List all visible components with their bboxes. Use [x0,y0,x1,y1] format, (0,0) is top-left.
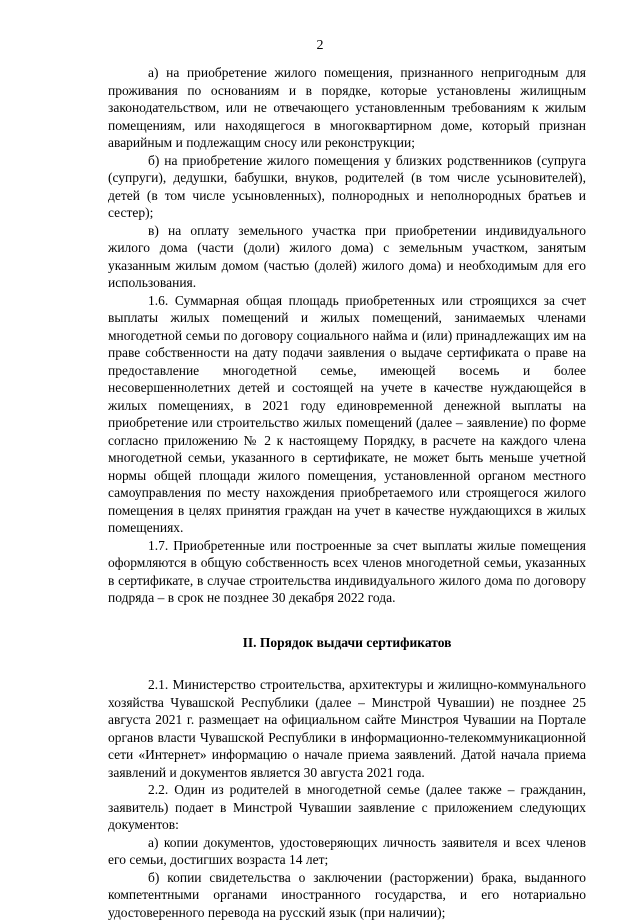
paragraph-v-land-plot: в) на оплату земельного участка при приобретении индивидуального жилого дома (части (доли) жилого дома) с земельным участком, занятым указанным жилым домом (частью (долей) жилого дома) и необходимым для его использования. [108,222,586,292]
paragraph-a-unfit-housing: а) на приобретение жилого помещения, признанного непригодным для проживания по основаниям и в порядке, которые установлены жилищным законодательством, или не отвечающего установленным требованиям к жилым помещениям, или находящегося в многоквартирном доме, который признан аварийным и подлежащим сносу или реконструкции; [108,64,586,152]
section-heading: II. Порядок выдачи сертификатов [108,634,586,652]
paragraph-2-2-a: а) копии документов, удостоверяющих личность заявителя и всех членов его семьи, достигших возраста 14 лет; [108,834,586,869]
paragraph-1-7: 1.7. Приобретенные или построенные за счет выплаты жилые помещения оформляются в общую собственность всех членов многодетной семьи, указанных в сертификате, в случае строительства индивидуального жилого дома по договору подряда – в срок не позднее 30 декабря 2022 года. [108,537,586,607]
paragraph-1-6: 1.6. Суммарная общая площадь приобретенных или строящихся за счет выплаты жилых помещений и жилых помещений, занимаемых членами многодетной семьи по договору социального найма и (или) принадлежащих им на праве собственности на дату подачи заявления о выдаче сертификата о праве на предоставление многодетной семье, имеющей восемь и более несовершеннолетних детей и состоящей на учете в качестве нуждающейся в жилых помещениях, в 2021 году единовременной денежной выплаты на приобретение или строительство жилых помещений (далее – заявление) по форме согласно приложению № 2 к настоящему Порядку, в расчете на каждого члена многодетной семьи, указанного в сертификате, не может быть меньше учетной нормы общей площади жилого помещения, установленной органом местного самоуправления по месту нахождения приобретаемого или строящегося жилого помещения в целях принятия граждан на учет в качестве нуждающихся в жилых помещениях. [108,292,586,537]
document-body [108,64,586,921]
paragraph-b-relatives: б) на приобретение жилого помещения у близких родственников (супруга (супруги), дедушки, бабушки, внуков, родителей (в том числе усыновителей), детей (в том числе усыновленных), полнородных и неполнородных братьев и сестер); [108,152,586,222]
paragraph-2-2: 2.2. Один из родителей в многодетной семье (далее также – гражданин, заявитель) подает в Минстрой Чувашии заявление с приложением следующих документов: [108,781,586,834]
paragraph-2-1: 2.1. Министерство строительства, архитектуры и жилищно-коммунального хозяйства Чувашской Республики (далее – Минстрой Чувашии) не позднее 25 августа 2021 г. размещает на официальном сайте Минстроя Чувашии на Портале органов власти Чувашской Республики в информационно-телекоммуникационной сети «Интернет» информацию о начале приема заявлений. Датой начала приема заявлений и документов является 30 августа 2021 года. [108,676,586,781]
paragraph-2-2-b: б) копии свидетельства о заключении (расторжении) брака, выданного компетентными органами иностранного государства, и его нотариально удостоверенного перевода на русский язык (при наличии); [108,869,586,921]
page-number: 2 [0,38,640,54]
